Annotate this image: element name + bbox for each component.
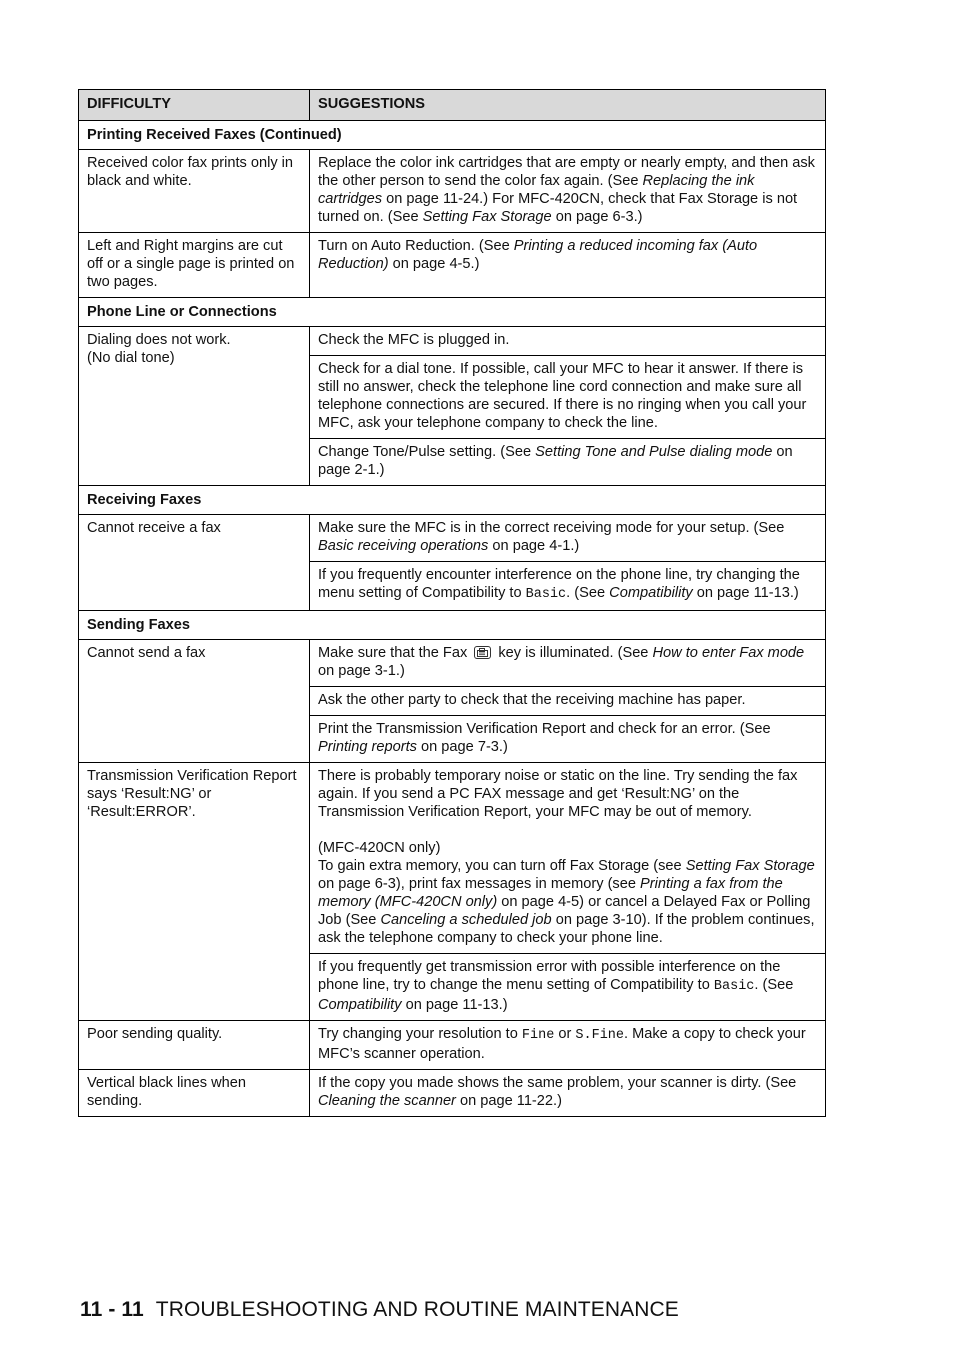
suggestion-cell: Check the MFC is plugged in. <box>310 327 826 356</box>
difficulty-cell: Received color fax prints only in black and white. <box>79 150 310 233</box>
page-number: 11 - 11 <box>80 1298 144 1321</box>
fax-key-icon <box>474 646 491 659</box>
section-printing-received-faxes: Printing Received Faxes (Continued) <box>79 121 826 150</box>
difficulty-cell: Transmission Verification Report says ‘Result:NG’ or ‘Result:ERROR’. <box>79 763 310 1021</box>
section-row <box>79 298 826 327</box>
suggestion-cell: Print the Transmission Verification Report and check for an error. (See Printing reports on page 7-3.) <box>310 716 826 763</box>
table-row <box>79 233 826 298</box>
suggestion-cell: Check for a dial tone. If possible, call your MFC to hear it answer. If there is still no answer, check the telephone line cord connection and make sure all telephone connections are secured. If there is no ringing when you call your MFC, ask your telephone company to check the line. <box>310 356 826 439</box>
table-header-row <box>79 90 826 121</box>
difficulty-cell: Cannot send a fax <box>79 640 310 763</box>
troubleshooting-table <box>78 89 826 1117</box>
suggestion-cell: Make sure the MFC is in the correct receiving mode for your setup. (See Basic receiving operations on page 4-1.) <box>310 515 826 562</box>
section-row <box>79 486 826 515</box>
section-row <box>79 121 826 150</box>
page-footer <box>80 1298 679 1322</box>
section-sending-faxes: Sending Faxes <box>79 611 826 640</box>
table-row <box>79 1070 826 1117</box>
difficulty-cell: Left and Right margins are cut off or a single page is printed on two pages. <box>79 233 310 298</box>
section-receiving-faxes: Receiving Faxes <box>79 486 826 515</box>
table-row <box>79 763 826 954</box>
section-row <box>79 611 826 640</box>
suggestion-cell: If you frequently get transmission error with possible interference on the phone line, try to change the menu setting of Compatibility to Basic. (See Compatibility on page 11-13.) <box>310 954 826 1021</box>
column-header-suggestions: SUGGESTIONS <box>310 90 826 121</box>
suggestion-cell: Turn on Auto Reduction. (See Printing a reduced incoming fax (Auto Reduction) on page 4-5.) <box>310 233 826 298</box>
section-phone-line: Phone Line or Connections <box>79 298 826 327</box>
chapter-title: TROUBLESHOOTING AND ROUTINE MAINTENANCE <box>155 1298 679 1321</box>
difficulty-cell: Dialing does not work. (No dial tone) <box>79 327 310 486</box>
suggestion-cell: Try changing your resolution to Fine or S.Fine. Make a copy to check your MFC’s scanner operation. <box>310 1021 826 1070</box>
difficulty-cell: Poor sending quality. <box>79 1021 310 1070</box>
table-row <box>79 150 826 233</box>
table-row <box>79 640 826 687</box>
suggestion-cell: Ask the other party to check that the receiving machine has paper. <box>310 687 826 716</box>
suggestion-cell: Replace the color ink cartridges that are empty or nearly empty, and then ask the other person to send the color fax again. (See Replacing the ink cartridges on page 11-24.) For MFC-420CN, check that Fax Storage is not turned on. (See Setting Fax Storage on page 6-3.) <box>310 150 826 233</box>
difficulty-cell: Vertical black lines when sending. <box>79 1070 310 1117</box>
column-header-difficulty: DIFFICULTY <box>79 90 310 121</box>
suggestion-cell: There is probably temporary noise or static on the line. Try sending the fax again. If you send a PC FAX message and get ‘Result:NG’ on the Transmission Verification Report, your MFC may be out of memory. (MFC-420CN only) To gain extra memory, you can turn off Fax Storage (see Setting Fax Storage on page 6-3), print fax messages in memory (see Printing a fax from the memory (MFC-420CN only) on page 4-5) or cancel a Delayed Fax or Polling Job (See Canceling a scheduled job on page 3-10). If the problem continues, ask the telephone company to check your phone line. <box>310 763 826 954</box>
suggestion-cell: If you frequently encounter interference on the phone line, try changing the menu setting of Compatibility to Basic. (See Compatibility on page 11-13.) <box>310 562 826 611</box>
difficulty-cell: Cannot receive a fax <box>79 515 310 611</box>
suggestion-cell: If the copy you made shows the same problem, your scanner is dirty. (See Cleaning the scanner on page 11-22.) <box>310 1070 826 1117</box>
table-row <box>79 327 826 356</box>
suggestion-cell: Make sure that the Fax key is illuminated. (See How to enter Fax mode on page 3-1.) <box>310 640 826 687</box>
suggestion-cell: Change Tone/Pulse setting. (See Setting Tone and Pulse dialing mode on page 2-1.) <box>310 439 826 486</box>
table-row <box>79 515 826 562</box>
table-row <box>79 1021 826 1070</box>
